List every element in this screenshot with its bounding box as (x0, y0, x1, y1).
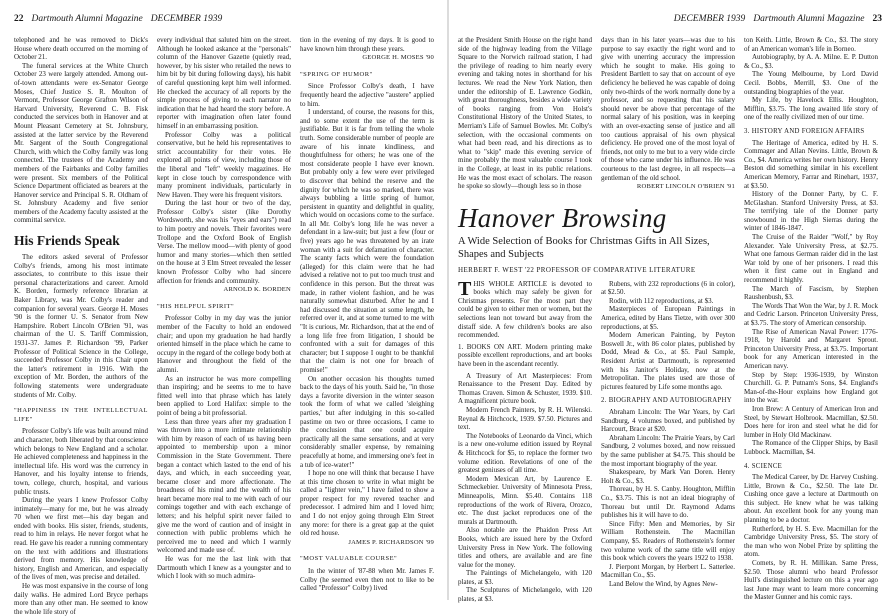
right-columns (458, 36, 882, 604)
book-entry: Rodin, with 112 reproductions, at $3. (609, 296, 714, 305)
book-entry: The March of Fascism, by Stephen Raushenbush, $3. (744, 284, 878, 302)
book-entry: Modern American Painting, by Peyton Boswell Jr., with 86 color plates, published by Dodd, Mead & Co., at $5. Paul Sample, Resident Artist at Dartmouth, is represented with his Janitor's Holiday, now at the Metropolitan. The plates used are those of pictures featured by Life some months ago. (601, 331, 735, 391)
right-column-2-top (601, 36, 735, 195)
book-entry: Land Below the Wind, by Agnes New- (609, 579, 718, 588)
left-column-3 (300, 36, 434, 616)
paragraph: The funeral services at the White Church October 23 were largely attended. Among out-of-town attendants were ex-Senator George Moses, Chief Justice S. R. Moulton of Vermont, Professor George Grafton Wilson of Harvard University, Reverend C. B. Fisk conducted the services both in Hanover and at Mount Pleasant Cemetery at St. Johnsbury, assisted at the latter service by the Reverend Mr. Sargent of the South Congregational Church, with which the Colby family was long connected. The trustees of the Academy and members of the Fairbanks and Colby families were present. Six members of the Political Science Department officiated as bearers at the Hanover service and Principal S. R. Oldham of St. Johnsbury Academy and five senior members of the Academy faculty assisted at the committal service. (14, 61, 148, 225)
signature: ROBERT LINCOLN O'BRIEN '91 (636, 183, 735, 191)
left-column-2 (157, 36, 291, 616)
book-entry: Thoreau, by H. S. Canby. Houghton, Mifflin Co., $3.75. This is not an ideal biography of Thoreau but until Dr. Raymond Adams publishes his it will have to do. (601, 485, 735, 520)
paragraph: In the winter of '87-88 when Mr. James F. Colby (he seemed even then not to like to be called "Professor" Colby) lived (300, 567, 434, 593)
left-magazine-title: Dartmouth Alumni Magazine (31, 14, 143, 24)
book-entry: A Treasury of Art Masterpieces: From Renaissance to the Present Day. Edited by Thomas Craven. Simon & Schuster, 1939. $10. A magnificent picture book. (458, 371, 592, 406)
book-entry: Since Fifty: Men and Memories, by Sir William Rothenstein. The Macmillan Company, $5. Readers of Rothenstein's former two volume work of the same title will enjoy this book which covers the years 1922 to 1938. (601, 519, 735, 563)
article-title: Hanover Browsing (458, 202, 667, 233)
drop-cap: T (458, 277, 472, 300)
paragraph: days than in his later years—was due to his purpose to say exactly the right word and to give with unerring accuracy the impression which he sought to make. His going to President Bartlett to say that on account of eye deficiency he believed he was capable of doing only two-thirds of the work normally done by a professor, and so requesting that his salary should never be above that percentage of the normal salary of his position, was in keeping with an over-exacting sense of justice and all too cautious appraisal of his own physical deficiency. He proved one of the most loyal of friends, not only to me but to a very wide circle of those who came under his influence. He was courteous to the last degree, in all respects—a gentleman of the old school. (601, 36, 735, 182)
book-entry: The Heritage of America, edited by H. S. Commager and Allan Nevins. Little, Brown & Co., $4. America writes her own history. Henry Beston did something similar in his excellent American Memory, Farrar and Rinehart, 1937, at $3.50. (744, 138, 878, 190)
subsection-heading: "SPRING OF HUMOR" (300, 70, 373, 78)
book-entry: Step by Step: 1936-1939, by Winston Churchill. G. P. Putnam's Sons, $4. England's Man-of-the-Hour explains how England got into the war. (744, 370, 878, 405)
book-entry: Shakespeare, by Mark Van Doren. Henry Holt & Co., $3. (601, 468, 735, 485)
subsection-heading: "MOST VALUABLE COURSE" (300, 555, 398, 563)
paragraph: As an instructor he was more compelling than inspiring; and he seems to me to have fitted well into that phrase which has lately been applied to Lord Halifax: simple to the point of being a bit professorial. (157, 374, 291, 417)
book-entry: My Life, by Havelock Ellis. Houghton, Mifflin, $3.75. The long awaited life story of one of the really civilized men of our time. (744, 96, 878, 122)
right-magazine-title: Dartmouth Alumni Magazine (753, 14, 865, 24)
paragraph: telephoned and he was removed to Dick's House where death occurred on the morning of October 21. (14, 36, 148, 62)
paragraph: Professor Colby was a political conservative, but he held his representatives to strict accountability for their votes. He explored all points of view, including those of the liberal and "left" weekly magazines. He kept in close touch by correspondence with many prominent individuals, particularly in New Haven. They were his frequent visitors. (157, 130, 291, 199)
category-heading: 4. SCIENCE (744, 462, 783, 470)
book-entry: The Rise of American Naval Power: 1776-1918, by Harold and Margaret Sprout. Princeton University Press, at $3.75. Important book for any American interested in the American navy. (744, 327, 878, 370)
book-entry: Modern French Painters, by R. H. Wilenski. Reynal & Hitchcock, 1939. $7.50. Pictures and text. (458, 406, 592, 432)
section-heading: His Friends Speak (14, 233, 120, 249)
book-entry: ton Keith. Little, Brown & Co., $3. The story of an American woman's life in Borneo. (744, 36, 878, 53)
book-entry: Modern Mexican Art, by Laurence E. Schmeckebier. University of Minnesota Press, Minneapolis, Minn. $5.40. Contains 118 reproductions of the work of Rivera, Orozco, etc. The dust jacket reproduces one of the murals at Dartmouth. (458, 474, 592, 526)
right-column-3 (744, 36, 878, 604)
category-heading: 1. BOOKS ON ART. Modern printing make possible excellent reproductions, and art books have been in the ascendant recently. (458, 342, 592, 369)
paragraph: Since Professor Colby's death, I have frequently heard the adjective "austere" applied to him. (300, 82, 434, 108)
signature: JAMES P. RICHARDSON '99 (348, 538, 434, 546)
book-entry: The Notebooks of Leonardo da Vinci, which is a new one-volume edition issued by Reynal & Hitchcock for $5, to replace the former two volume edition. Revelations of one of the greatest geniuses of all time. (458, 431, 592, 475)
right-left-block (458, 36, 735, 604)
right-column-1-top (458, 36, 592, 195)
paragraph: Less than three years after my graduation I was thrown into a more intimate relationship with him by reason of each of us having been appointed to membership upon a minor Commission in the State Government. There began a contact which lasted to the end of his days, and which, in each succeeding year, became closer and more affectionate. The broadness of his mind and the wealth of his heart became more real to me with each of our comings together and with each exchange of letters; and his helpful spirit never failed to give me the word of caution and of insight in connection with public problems which he perceived me to need and which I warmly welcomed and made use of. (157, 417, 291, 555)
signature: ARNOLD K. BORDEN (223, 286, 291, 294)
right-issue-month: DECEMBER 1939 (673, 14, 746, 24)
paragraph: I hope no one will think that because I have at this time chosen to write in what might be called a "lighter vein," I have failed to show a proper respect for my revered teacher and predecessor. I admired him and I loved him; and I do not enjoy going through Elm Street any more: for there is a great gap at the quiet old red house. (300, 469, 434, 538)
subsection-heading: "HIS HELPFUL SPIRIT" (157, 302, 235, 310)
book-entry: Iron Brew: A Century of American Iron and Steel, by Stewart Holbrook. Macmillan, $2.50. Does here for iron and steel what he did for lumber in Holy Old Mackinaw. (744, 404, 878, 439)
left-page-number: 22 (14, 14, 24, 24)
right-top-columns (458, 36, 735, 195)
article-byline: HERBERT F. WEST '22 PROFESSOR OF COMPARATIVE LITERATURE (458, 265, 696, 274)
book-entry: The Romance of the Clipper Ships, by Basil Lubbock. Macmillan, $4. (744, 439, 878, 456)
hanover-browsing-header (458, 203, 735, 280)
paragraph: He was for me the last link with that Dartmouth which I knew as a youngster and to which I look with so much admira- (157, 555, 291, 581)
paragraph: On another occasion his thoughts turned back to the days of his youth. Said he, "in those days a favorite diversion in the winter season took the form of what we called 'sleighing parties,' but after indulging in this so-called pastime on two or three occasions, I came to the conclusion that one could acquire practically all the same sensations, and at very considerably smaller expense, by remaining peacefully at home, and immersing one's feet in a tub of ice-water!" (300, 374, 434, 469)
right-column-1-bottom (458, 277, 592, 604)
right-bottom-columns (458, 277, 735, 604)
paragraph: at the President Smith House on the right hand side of the highway leading from the Village Square to the Norwich railroad station, I had the privilege of reading to him nearly every evening and taking notes in shorthand for his lectures. We read the New York Nation, then under the editorship of E. Lawrence Godkin, with great thoroughness, besides a wide variety of books ranging from Von Holst's Constitutional History of the United States, to Merriam's Life of Samuel Bowles. Mr. Colby's selection, with the occasional comments on what had been read, and his directions as to what to "skip" made this evening service of mine probably the most valuable course I took in the College, at least in its public relations. He was the most exact of scholars. The reason he spoke so slowly—though less so in those (458, 36, 592, 191)
right-page (448, 0, 896, 604)
book-entry: Abraham Lincoln: The War Years, by Carl Sandburg, 4 volumes boxed, and published by Harcourt, Brace at $20. (601, 408, 735, 434)
book-entry: The Young Melbourne, by Lord David Cecil. Bobbs, Merrill, $3. One of the outstanding biographies of the year. (744, 70, 878, 96)
book-entry: Rutherford, by H. S. Eve. Macmillan for the Cambridge University Press, $5. The story of the man who won Nobel Prize by splitting the atom. (744, 524, 878, 559)
book-entry: J. Pierpont Morgan, by Herbert L. Satterlee. Macmillan Co., $5. (601, 562, 735, 580)
intro-paragraph: THIS WHOLE ARTICLE is devoted to books which may safely be given for Christmas presents. For the most part they could be given to either men or women, but the selections lean not toward but away from the distaff side. A few children's books are also recommended. (458, 277, 592, 340)
book-entry: Masterpieces of European Paintings in America, edited by Hans Tietze, with over 300 reproductions, at $5. (601, 305, 735, 331)
book-entry: The Medical Career, by Dr. Harvey Cushing. Little, Brown & Co., $2.50. The late Dr. Cushing once gave a lecture at Dartmouth on this subject. He knew what he was talking about. An excellent book for any young man planning to be a doctor. (744, 473, 878, 525)
subsection-heading: "HAPPINESS IN THE INTELLECTUAL LIFE" (14, 407, 148, 423)
paragraph: Professor Colby's life was built around mind and character, both liberated by that conscience which belongs to New England and a scholar. He achieved completeness and happiness in the intellectual life. His word was the currency in Hanover, and his loyalty intense to friends, town, college, church, hospital, and various public trusts. (14, 427, 148, 496)
right-running-head (458, 14, 882, 28)
left-columns (14, 36, 438, 616)
book-entry: The Sculptures of Michelangelo, with 120 plates, at $3. (458, 586, 592, 604)
category-heading: 2. BIOGRAPHY AND AUTOBIOGRAPHY (601, 397, 732, 405)
article-subtitle: A Wide Selection of Books for Christmas Gifts in All Sizes, Shapes and Subjects (458, 235, 710, 260)
paragraph: Professor Colby in my day was the junior member of the Faculty to hold an endowed chair; and upon my graduation he had hardly oriented himself in the place which he came to occupy in the regard of the college body both at Hanover and throughout the field of the alumni. (157, 314, 291, 374)
left-running-head (14, 14, 438, 28)
paragraph: tion in the evening of my days. It is good to have known him through these years. (300, 36, 434, 53)
left-column-1 (14, 36, 148, 616)
book-entry: The Words That Won the War, by J. R. Mock and Cedric Larson. Princeton University Press, at $3.75. The story of American censorship. (744, 301, 878, 327)
book-entry: Comets, by R. H. Millikan. Same Press, $2.50. Those alumni who heard Professor Hull's distinguished lecture on this a year ago last June may want to learn more concerning the Master Gunner and his comic rays. (744, 559, 878, 602)
book-entry: Abraham Lincoln: The Prairie Years, by Carl Sandburg, 2 volumes boxed, and now reissued by the same publisher at $4.75. This should be the most important biography of the year. (601, 433, 735, 468)
paragraph: During the years I knew Professor Colby intimately—many for me, but he was already 70 when we first met—his day began and ended with books. His sister, friends, students, read to him in relays. He never forgot what he read. He gave his reader a running commentary on the text with additions and illustrations derived from memory. His knowledge of history, English and American, and especially of the lives of men, was precise and detailed. (14, 496, 148, 582)
right-column-2-bottom (601, 280, 735, 604)
paragraph: every individual that saluted him on the street. Although he looked askance at the "personals" column of the Hanover Gazette (quietly read, however, by his sister who retailed the news to him bit by bit during following days), his habit of careful questioning kept him well informed. He checked the accuracy of all reports by the simple process of giving to each narrator no indication that he had heard the story before. A reporter with imagination often later found himself in an embarrassing position. (157, 36, 291, 130)
book-entry: Also notable are the Phaidon Press Art Books, which are issued here by the Oxford University Press in New York. The following titles and others, are available and are fine value for the money. (458, 526, 592, 569)
signature: GEORGE H. MOSES '90 (362, 54, 434, 62)
right-page-number: 23 (872, 14, 882, 24)
left-issue-month: DECEMBER 1939 (150, 14, 223, 24)
paragraph: He was most expansive in the course of long daily walks. He admired Lord Bryce perhaps more than any other man. He seemed to know the whole life story of (14, 582, 148, 616)
book-entry: Autobiography, by A. A. Milne. E. P. Dutton & Co., $3. (744, 53, 878, 70)
paragraph: I understand, of course, the reasons for this, and to some extent the use of the term is justifiable. But it is far from telling the whole truth. Some considerable number of people are aware of his innate kindliness, and thoughtfulness for others; he was one of the most considerate people I have ever known. But probably only a few were ever privileged to discover that behind the reserve and the dignity for which he was so marked, there was always bubbling a little spring of humor, persistent in quantity and delightful in quality, which would on occasions come to the surface. In all Mr. Colby's long life he was never a defendant in a law-suit; but just a few (four or five) years ago he was threatened by an irate woman with a suit for defamation of character. The scanty facts which were the foundation (alleged) for this claim were that he had advised a relative not to put too much trust and confidence in this person. But the threat was made, in rather violent fashion, and he was naturally somewhat disturbed. After he and I had discussed the situation at some length, he referred over it, and at some turned to me with "It is curious, Mr. Richardson, that at the end of a long life free from litigation, I should be confronted with a suit for damages of this character; but I suppose I ought to be thankful that the claim is not one for breach of promise!" (300, 108, 434, 374)
book-entry: History of the Donner Party, by C. F. McGlashan. Stanford University Press, at $3. The terrifying tale of the Donner party snowbound in the High Sierras during the winter of 1846-1847. (744, 190, 878, 233)
paragraph: The editors asked several of Professor Colby's friends, among his most intimate associates, to contribute to this issue their personal characterizations and career. Arnold K. Borden, formerly reference librarian at Baker Library, was Mr. Colby's reader and companion for several years. George H. Moses '90 is the former U. S. Senator from New Hampshire. Robert Lincoln O'Brien '91, was chairman of the U. S. Tariff Commission, 1931-37. James P. Richardson '99, Parker Professor of Political Science in the College, succeeded Professor Colby in this Chair upon the latter's retirement in 1916. With the exception of Mr. Borden, the authors of the following statements were undergraduate students of Mr. Colby. (14, 253, 148, 399)
category-heading: 3. HISTORY AND FOREIGN AFFAIRS (744, 127, 865, 135)
paragraph: During the last hour or two of the day, Professor Colby's sister (like Dorothy Wordsworth, she was his "eyes and ears") read to him poetry and novels. Their favorites were Trollope and the Oxford Book of English Verse. The mellow mood—with plenty of good humor and many stories—which then settled on the house at 3 Elm Street revealed the lesser known Professor Colby who had sincere affection for friends and community. (157, 199, 291, 285)
book-entry: The Paintings of Michelangelo, with 120 plates, at $3. (458, 569, 592, 586)
book-entry: The Cruise of the Raider "Wolf," by Roy Alexander. Yale University Press, at $2.75. What one famous German raider did in the last War told by one of her prisoners. I read this when it first came out in England and recommend it highly. (744, 233, 878, 285)
book-entry: Rubens, with 232 reproductions (6 in color), at $2.50. (601, 279, 735, 297)
